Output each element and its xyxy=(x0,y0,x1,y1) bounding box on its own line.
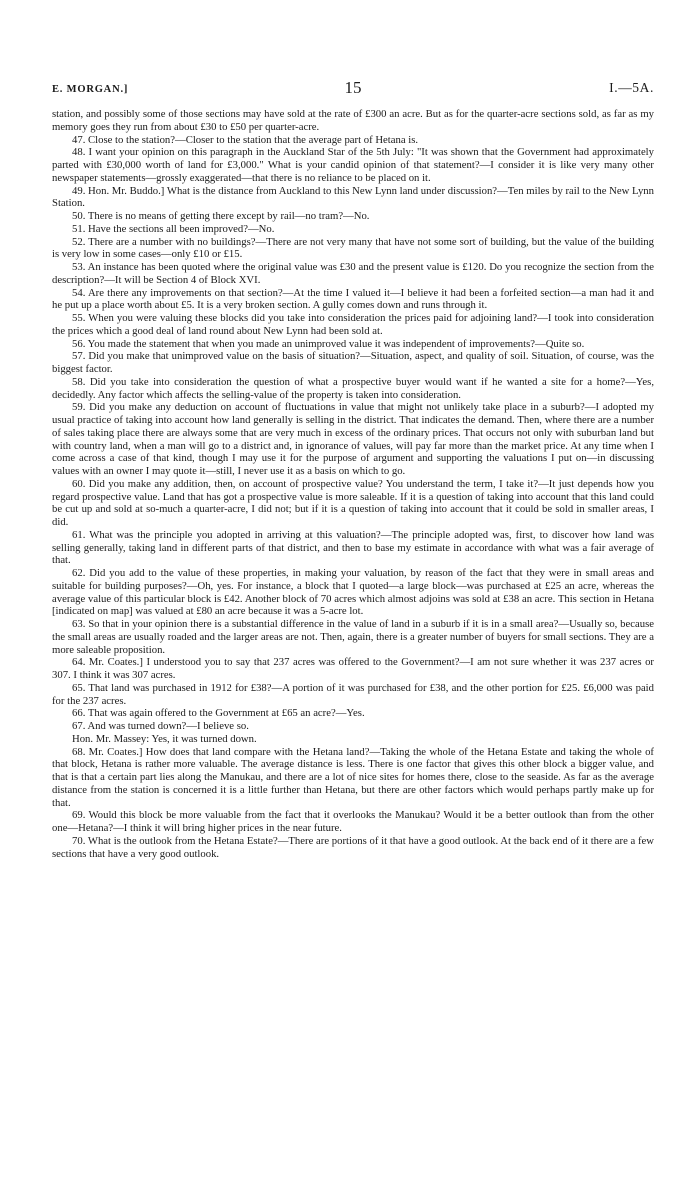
paragraph: 50. There is no means of getting there except by rail—no tram?—No. xyxy=(72,210,370,222)
paragraph: 49. Hon. Mr. Buddo.] What is the distance from Auckland to this New Lynn land under discussion?—Ten miles by rail to the New Lynn Station. xyxy=(52,184,654,210)
paragraph: 65. That land was purchased in 1912 for £38?—A portion of it was purchased for £38, and the other portion for £25. £6,000 was paid for the 237 acres. xyxy=(52,681,654,707)
paragraph: 47. Close to the station?—Closer to the station that the average part of Hetana is. xyxy=(72,133,419,146)
paragraph: 67. And was turned down?—I believe so. xyxy=(72,720,249,732)
paragraph: 63. So that in your opinion there is a substantial difference in the value of land in a suburb if it is in a small area?—Usually so, because the small areas are usually roaded and the larger areas are not. Then, again, there is a greater number of buyers for small sections. They are a more saleable proposition. xyxy=(52,618,654,656)
paragraph: 53. An instance has been quoted where the original value was £30 and the present value is £120. Do you recognize the section from the description?—It will be Section 4 of Block XVI. xyxy=(52,261,654,286)
paragraph: 51. Have the sections all been improved?—No. xyxy=(72,222,275,235)
body-text xyxy=(52,108,654,860)
paragraph: 57. Did you make that unimproved value on the basis of situation?—Situation, aspect, and quality of soil. Situation, of course, was the biggest factor. xyxy=(52,350,654,375)
paragraph: 62. Did you add to the value of these properties, in making your valuation, by reason of the fact that they were in small areas and suitable for building purposes?—Oh, yes. For instance, a block that I quoted—a large block—was purchased at £25 an acre, whereas the average value of this particular block is £42. Another block of 70 acres which almost adjoins was sold at £38 an acre. This section in Hetana [indicated on map] was valued at £80 an acre because it was a 5-acre lot. xyxy=(52,567,654,618)
page-header xyxy=(52,78,654,104)
witness-name: E. MORGAN.] xyxy=(52,84,129,95)
paragraph: station, and possibly some of those sections may have sold at the rate of £300 an acre. But as for the quarter-acre sections sold, as far as my memory goes they run from about £30 to £50 per quarter-acre. xyxy=(52,108,654,133)
paragraph: 48. I want your opinion on this paragraph in the Auckland Star of the 5th July: "It was shown that the Government had approximately parted with £30,000 worth of land for £3,000." What is your candid opinion of that statement?—I consider it is like very many other newspaper statements—grossly exaggerated—that there is no reliance to be placed on it. xyxy=(52,146,654,184)
document-reference: I.—5A. xyxy=(609,80,654,95)
paragraph: 55. When you were valuing these blocks did you take into consideration the prices paid for adjoining land?—I took into consideration the prices which a good deal of land round about New Lynn had been sold at. xyxy=(52,312,654,337)
paragraph: 68. Mr. Coates.] How does that land compare with the Hetana land?—Taking the whole of the Hetana Estate and taking the whole of that block, Hetana is rather more valuable. The average distance is less. There is one factor that gives this other block a bigger value, and that is that a certain part lies along the Manukau, and there are a lot of nice sites for homes there, close to the seaside. As far as the average distance from the station is concerned it is a little further than Hetana, but there are other factors which would perhaps partly make up for that. xyxy=(52,745,654,809)
paragraph: 61. What was the principle you adopted in arriving at this valuation?—The principle adopted was, first, to discover how land was selling generally, taking land in different parts of that district, and then to base my estimate in accordance with what was a fair average of that. xyxy=(52,528,654,567)
paragraph: 56. You made the statement that when you made an unimproved value it was independent of improvements?—Quite so. xyxy=(72,337,585,350)
paragraph: 70. What is the outlook from the Hetana Estate?—There are portions of it that have a good outlook. At the back end of it there are a few sections that have a very good outlook. xyxy=(52,834,654,860)
paragraph: 58. Did you take into consideration the question of what a prospective buyer would want if he wanted a site for a home?—Yes, decidedly. Any factor which affects the selling-value of the property is taken into consideration. xyxy=(52,375,654,401)
paragraph: 64. Mr. Coates.] I understood you to say that 237 acres was offered to the Government?—I am not sure whether it was 237 acres or 307. I think it was 307 acres. xyxy=(52,656,654,681)
paragraph: Hon. Mr. Massey: Yes, it was turned down. xyxy=(72,732,257,745)
paragraph: 52. There are a number with no buildings?—There are not very many that have not some sort of building, but the value of the building is very low in some cases—only £10 or £15. xyxy=(52,235,654,261)
paragraph: 54. Are there any improvements on that section?—At the time I valued it—I believe it had been a forfeited section—a man had it and he put up a place worth about £5. It is a very broken section. A gully comes down and runs through it. xyxy=(52,286,654,312)
paragraph: 69. Would this block be more valuable from the fact that it overlooks the Manukau? Would it be a better outlook than from the other one—Hetana?—I think it will bring higher prices in the near future. xyxy=(52,809,654,834)
paragraph: 60. Did you make any addition, then, on account of prospective value? You understand the term, I take it?—It just depends how you regard prospective value. Land that has got a prospective value is more saleable. If it is a question of taking into account that this land could be cut up and sold at so-much a quarter-acre, I did not; but if it is a question of taking into account that it could be sold in smaller areas, I did. xyxy=(52,477,654,528)
page-number: 15 xyxy=(344,78,362,97)
paragraph: 59. Did you make any deduction on account of fluctuations in value that might not unlikely take place in a suburb?—I adopted my usual practice of taking into account how land generally is selling in the district. That indicates the demand. Then, where there are a number of sales taking place there are always some that are very much in excess of the ordinary prices. That occurs not only with suburban land but with country land, when a man will go to a district and, in ignorance of values, will pay far more than the market price. At any time when I come across a case of that kind, though I may use it for the purpose of argument and supporting the valuations I put on—in discussing values with an owner I may quote it—still, I never use it as a basis on which to go. xyxy=(52,401,654,477)
paragraph: 66. That was again offered to the Government at £65 an acre?—Yes. xyxy=(72,707,365,720)
